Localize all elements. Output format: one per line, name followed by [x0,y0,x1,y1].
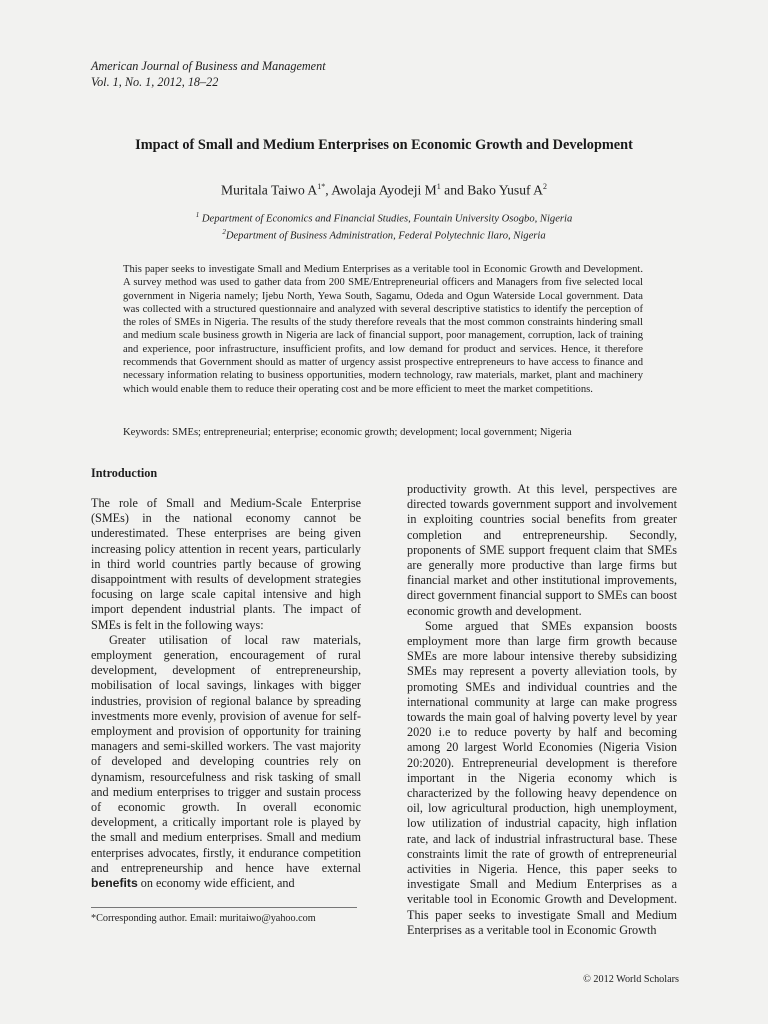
journal-name: American Journal of Business and Management [91,59,326,73]
body-text: on economy wide efficient, and [140,876,295,891]
body-text-emphasis: benefits [91,876,138,891]
body-paragraph [91,633,361,891]
body-column-right [407,482,677,938]
affiliation-number: 2 [222,228,226,237]
body-paragraph: Some argued that SMEs expansion boosts employment more than large firm growth because SMEs are more labour intensive thereby subsidizing SMEs may represent a poverty alleviation tools, by promoting SMEs and individual countries and the international community at large can make progress towards the main goal of halving poverty level by year 2020 i.e to reduce poverty by half and becoming among 20 largest World Economies (Nigeria Vision 20:2020). Entrepreneurial development is therefore important in the Nigeria economy which is characterized by the following heavy dependence on oil, low agricultural production, high unemployment, low utilization of industrial capacity, high inflation rate, and lack of industrial infrastructural base. These constraints limit the rate of growth of entrepreneurial activities in Nigeria. Hence, this paper seeks to investigate Small and Medium Enterprises as a veritable tool in Economic Growth and Development. This paper seeks to investigate Small and Medium Enterprises as a veritable tool in Economic Growth [407,618,677,937]
affiliation-line [0,209,768,226]
keywords-text: SMEs; entrepreneurial; enterprise; economic growth; development; local government; Nigeria [172,427,572,438]
author-affiliation-mark: 1 [436,182,441,191]
abstract: This paper seeks to investigate Small and Medium Enterprises as a veritable tool in Economic Growth and Development. A survey method was used to gather data from 200 SME/Entrepreneurial officers and Managers from five selected local government in Nigeria namely; Ijebu North, Yewa South, Sagamu, Odeda and Ogun Waterside Local government. Data was collected with a structured questionnaire and analyzed with several descriptive statistics to identify the perception of the roles of SMEs in Nigeria. The results of the study therefore reveals that the most common constraints hindering small and medium scale business growth in Nigeria are lack of financial support, poor management, corruption, lack of training and experience, poor infrastructure, insufficient profits, and low demand for product and services. Hence, it therefore recommends that Government should as matter of urgency assist prospective entrepreneurs to have access to finance and necessary information relating to business opportunities, modern technology, raw materials, market, plant and machinery which would enable them to reduce their operating cost and be more efficient to meet the market competitions. [123,264,643,395]
author-name: Bako Yusuf A [467,182,543,198]
keywords-label: Keywords: [123,427,170,438]
body-text: Greater utilisation of local raw materials, employment generation, encouragement of rural development, development of entrepreneurship, mobilisation of local savings, linkages with bigger industries, provision of regional balance by spreading investments more evenly, provision of avenue for self-employment and provision of opportunity for training managers and semi-skilled workers. The vast majority of developed and developing countries rely on dynamism, resourcefulness and risk tasking of small and medium enterprises to trigger and sustain process of economic growth. In overall economic development, a critically important role is played by the small and medium enterprises. Small and medium enterprises advocates, firstly, it endurance competition and entrepreneurship and hence have external [91,632,361,875]
author-conjunction: and [444,182,464,198]
section-heading: Introduction [91,466,158,480]
footnote-divider [91,907,357,908]
copyright-notice: © 2012 World Scholars [583,974,679,985]
footnote-corresponding-author: *Corresponding author. Email: muritaiwo@yahoo.com [91,913,316,924]
affiliations [0,209,768,243]
author-name: Awolaja Ayodeji M [331,182,437,198]
author-affiliation-mark: 2 [542,182,547,191]
author-affiliation-mark: 1* [317,182,326,191]
journal-volume: Vol. 1, No. 1, 2012, 18–22 [91,74,219,89]
keywords [123,426,663,439]
journal-header [91,59,326,90]
author-name: Muritala Taiwo A [221,182,318,198]
affiliation-line [0,226,768,243]
body-paragraph: The role of Small and Medium-Scale Enterprise (SMEs) in the national economy cannot be underestimated. These enterprises are being given increasing policy attention in recent years, particularly in third world countries partly because of growing disappointment with results of development strategies focusing on large scale capital intensive and high import dependent industrial plants. The impact of SMEs is felt in the following ways: [91,496,361,632]
affiliation-text: Department of Business Administration, Federal Polytechnic Ilaro, Nigeria [225,230,546,242]
author-list: Muritala Taiwo $A^{1*}$, Awolaja Ayodeji $M^1$ and Bako Yusuf $A^2$ [221,182,547,198]
body-column-left [91,496,361,891]
affiliation-text: Department of Economics and Financial Studies, Fountain University Osogbo, Nigeria [201,213,573,225]
body-paragraph: productivity growth. At this level, perspectives are directed towards government support and involvement in exploiting countries social benefits from greater completion and entrepreneurship. Secondly, proponents of SME support frequent claim that SMEs are generally more productive than large firms but financial market and other institutional improvements, direct government financial support to SMEs can boost economic growth and development. [407,482,677,618]
paper-title: Impact of Small and Medium Enterprises on Economic Growth and Development [135,137,633,153]
affiliation-number: 1 [195,211,200,219]
